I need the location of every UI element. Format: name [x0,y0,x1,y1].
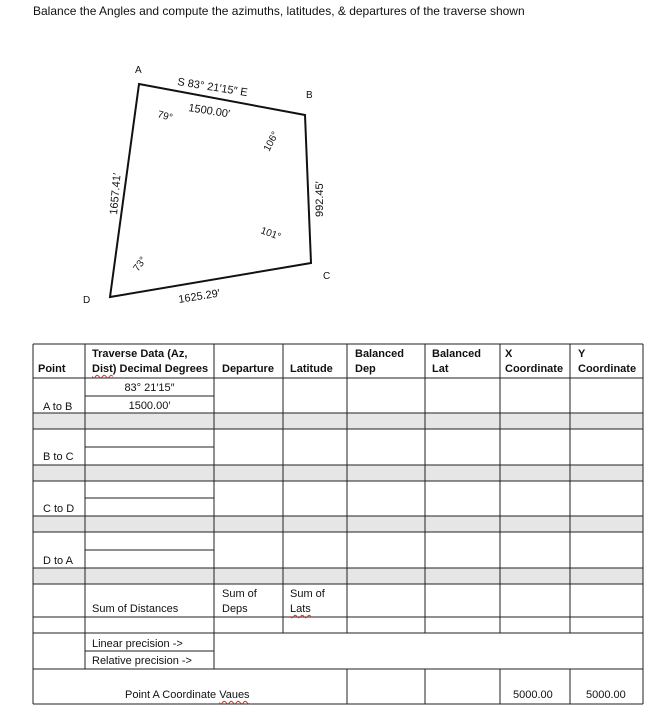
angle-b-label: 106° [261,129,282,154]
distance-da-label: 1657.41′ [108,172,124,216]
point-b-label: B [306,90,313,101]
header-x-line1: X [505,348,513,360]
angle-a-label: 79° [156,109,174,124]
distance-ab-label: 1500.00′ [187,102,231,121]
coord-label-vaues: Vaues [219,689,250,701]
header-y-line1: Y [578,348,586,360]
point-d-label: D [83,295,91,306]
header-traverse-line1: Traverse Data (Az, [92,348,188,360]
sum-lats-label-line1: Sum of [290,588,325,600]
row-ab-azimuth[interactable]: 83° 21′15″ [124,382,175,394]
angle-d-label: 73° [131,255,150,274]
point-c-label: C [323,271,331,282]
bearing-ab-label: S 83° 21′15″ E [176,76,249,100]
header-x-line2: Coordinate [505,363,564,375]
header-balanced-lat-line1: Balanced [432,348,481,360]
row-ab-point: A to B [43,401,73,413]
header-balanced-dep-line2: Dep [355,363,376,375]
sum-deps-label-line2: Deps [222,603,248,615]
angle-c-label: 101° [258,225,283,243]
header-traverse-rest: ) Decimal Degrees [112,363,209,375]
header-traverse-dist: Dist [92,363,113,375]
y-start-coordinate[interactable]: 5000.00 [586,689,626,701]
header-balanced-dep-line1: Balanced [355,348,404,360]
point-a-coordinate-label [125,689,250,702]
instruction-text: Balance the Angles and compute the azimuths, latitudes, & departures of the traverse shown [33,4,525,18]
sum-lats-label-line2: Lats [290,603,311,615]
header-y-line2: Coordinate [578,363,637,375]
row-cd-point: C to D [43,503,75,515]
header-balanced-lat-line2: Lat [432,363,449,375]
row-ab-distance[interactable]: 1500.00′ [128,400,171,412]
row-bc-point: B to C [43,451,74,463]
point-a-label: A [135,65,142,76]
header-latitude: Latitude [290,363,333,375]
sum-distances-label: Sum of Distances [92,603,179,615]
header-departure: Departure [222,363,274,375]
distance-bc-label: 992.45′ [314,181,326,217]
row-da-point: D to A [43,555,73,567]
sum-deps-label-line1: Sum of [222,588,257,600]
coord-label-text: Point A Coordinate [125,689,220,701]
header-traverse-line2 [92,363,208,376]
linear-precision-label: Linear precision -> [92,638,183,650]
relative-precision-label: Relative precision -> [92,655,192,667]
header-point: Point [38,363,66,375]
x-start-coordinate[interactable]: 5000.00 [513,689,553,701]
distance-cd-label: 1625.29′ [177,287,221,306]
